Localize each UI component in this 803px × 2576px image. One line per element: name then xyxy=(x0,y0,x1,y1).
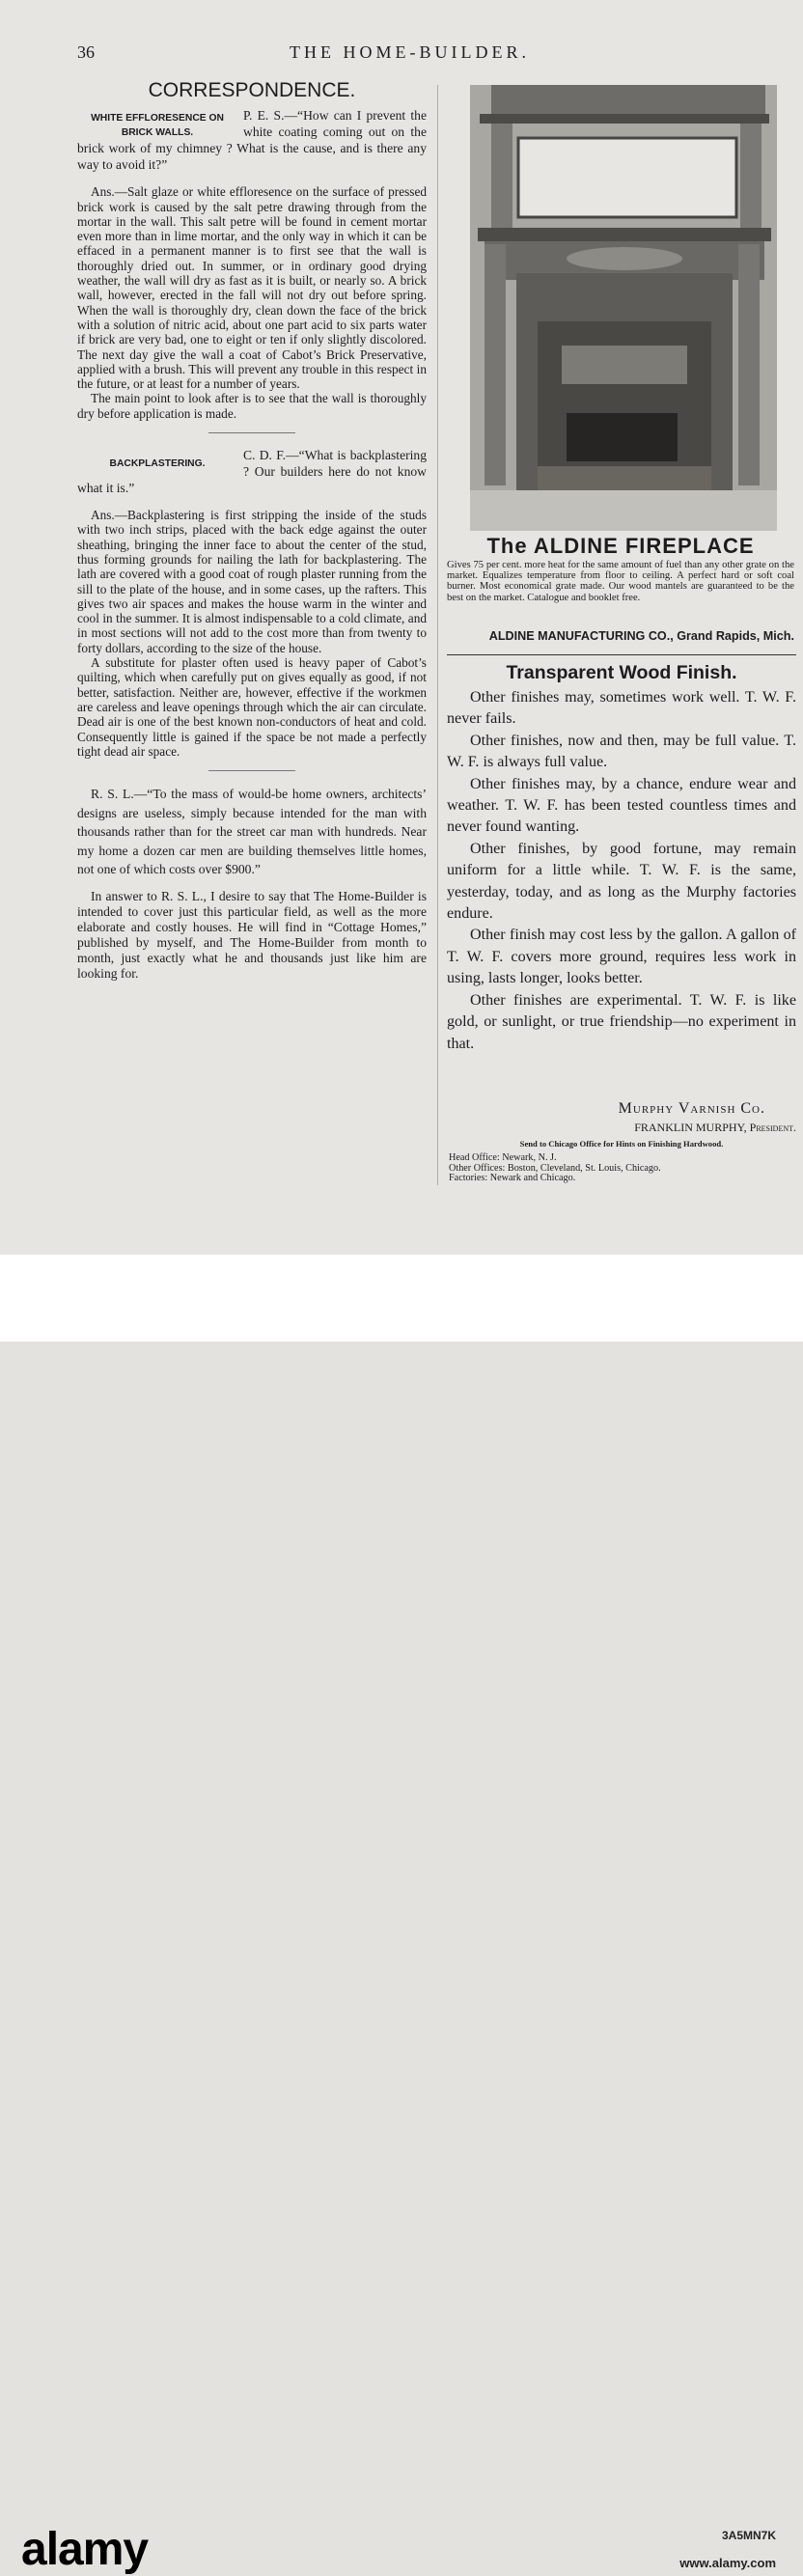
running-header xyxy=(77,42,782,66)
ad-separator xyxy=(447,654,796,655)
question-efflorescence xyxy=(77,107,427,173)
twf-president: FRANKLIN MURPHY, President. xyxy=(634,1121,796,1134)
twf-company: Murphy Varnish Co. xyxy=(618,1100,765,1117)
question-backplastering xyxy=(77,447,427,496)
aldine-title: The ALDINE FIREPLACE xyxy=(486,534,755,558)
image-id: 3A5MN7K xyxy=(721,2529,776,2542)
topic-label-backplastering: BACKPLASTERING. xyxy=(109,458,206,470)
twf-offices xyxy=(449,1153,796,1184)
correspondence-heading: CORRESPONDENCE. xyxy=(148,79,356,101)
twf-title: Transparent Wood Finish. xyxy=(506,662,737,683)
head-office: Head Office: Newark, N. J. xyxy=(449,1152,557,1163)
correspondence-column xyxy=(77,79,427,991)
fireplace-illustration xyxy=(470,85,777,531)
journal-title: THE HOME-BUILDER. xyxy=(290,42,530,62)
answer-efflorescence-p1: Ans.—Salt glaze or white effloresence on the surface of pressed brick work is caused by the salt petre drawing through from the mortar in the wall. This salt petre will be found in cement mortar even more than in lime mortar, and the only way in which it can be effaced in a permanent manner is to first see that the wall is thoroughly dried out. In summer, or in ordinary good drying weather, the wall will dry as fast as it is built, or nearly so. A brick wall, however, erected in the fall will not dry out before spring. When the wall is thoroughly dry, clean down the face of the brick with a solution of nitric acid, about one part acid to six parts water if brick are very bad, one to eight or ten if only slightly discolored. The next day give the wall a coat of Cabot’s Brick Preservative, applied with a brush. This will prevent any trouble in this respect in the future, or at least for a number of years. xyxy=(77,184,427,392)
question-text-efflorescence: P. E. S.—“How can I prevent the white coating coming out on the brick work of my chimney ? What is the cause, and is there any way to avoid it?” xyxy=(77,108,427,173)
twf-paragraph: Other finishes may, sometimes work well. T. W. F. never fails. xyxy=(447,689,796,728)
letter-rsl-question: R. S. L.—“To the mass of would-be home owners, architects’ designs are useless, simply because intended for the man with thousands rather than for the street car man with hundreds. Near my home a dozen car men are building themselves little homes, not one of which costs over $900.” xyxy=(77,787,427,877)
question-text-backplastering: C. D. F.—“What is backplastering ? Our builders here do not know what it is.” xyxy=(77,448,427,496)
stock-footer xyxy=(0,1255,803,2575)
twf-paragraph: Other finishes, by good fortune, may remain uniform for a little while. T. W. F. is the same, yesterday, today, and as long as the Murphy factories endure. xyxy=(447,840,796,923)
section-rule xyxy=(208,432,295,433)
site-url[interactable]: www.alamy.com xyxy=(679,2556,776,2570)
section-rule xyxy=(208,770,295,771)
page-number: 36 xyxy=(77,42,95,62)
other-offices: Other Offices: Boston, Cleveland, St. Louis, Chicago. xyxy=(449,1162,661,1174)
twf-send-note: Send to Chicago Office for Hints on Finishing Hardwood. xyxy=(519,1139,724,1149)
answer-backplastering-p2: A substitute for plaster often used is heavy paper of Cabot’s quilting, which when carefully put on gives equally as good, if not better, satisfaction. Neither are, however, effective if the workmen are careless and leave openings through which the air can circulate. Dead air is one of the best known non-conductors of heat and cold. Consequently little is gained if the space be not made a perfectly tight dead air space. xyxy=(77,655,427,759)
fireplace-drawing xyxy=(470,85,777,531)
aldine-company: ALDINE MANUFACTURING CO., Grand Rapids, Mich. xyxy=(488,629,794,643)
twf-paragraph: Other finish may cost less by the gallon. A gallon of T. W. F. covers more ground, requires less work in using, lasts longer, looks better. xyxy=(447,927,796,987)
aldine-body: Gives 75 per cent. more heat for the same amount of fuel than any other grate on the market. Equalizes temperature from floor to ceiling. A perfect hard or soft coal burner. Most economical grate made. Our wood mantels are guaranteed to be the best on the market. Catalogue and booklet free. xyxy=(447,560,794,603)
twf-body xyxy=(447,687,796,1055)
answer-backplastering-p1: Ans.—Backplastering is first stripping the inside of the studs with two inch strips, placed with the back edge against the outer sheathing, bringing the inner face to about the center of the stud, thus forming grounds for nailing the lath for backplastering. The lath are covered with a good coat of rough plaster running from the sill to the plate of the house, and in some cases, up the rafters. This gives two air spaces and makes the house warm in the winter and cool in the summer. It is almost indispensable to a cold climate, and in most sections will not add to the cost more than from twenty to forty dollars, according to the size of the house. xyxy=(77,508,427,655)
twf-paragraph: Other finishes are experimental. T. W. F. is like gold, or sunlight, or true friendship—no experiment in that. xyxy=(447,991,796,1052)
twf-paragraph: Other finishes, now and then, may be full value. T. W. F. is always full value. xyxy=(447,732,796,771)
letter-rsl-answer: In answer to R. S. L., I desire to say that The Home-Builder is intended to cover just this particular field, as well as the more elaborate and costly houses. He will find in “Cottage Homes,” published by myself, and The Home-Builder from month to month, just exactly what he and thousands just like him are looking for. xyxy=(77,888,427,981)
page xyxy=(0,0,803,1255)
topic-label-efflorescence: WHITE EFFLORESENCE ON BRICK WALLS. xyxy=(91,113,224,139)
alamy-logo: alamy xyxy=(21,2524,149,2575)
answer-efflorescence-p2: The main point to look after is to see that the wall is thoroughly dry before application is made. xyxy=(77,391,427,421)
twf-paragraph: Other finishes may, by a chance, endure wear and weather. T. W. F. has been tested countless times and never found wanting. xyxy=(447,775,796,836)
factories: Factories: Newark and Chicago. xyxy=(449,1173,576,1183)
column-divider xyxy=(437,85,438,1185)
letter-rsl xyxy=(77,785,427,982)
